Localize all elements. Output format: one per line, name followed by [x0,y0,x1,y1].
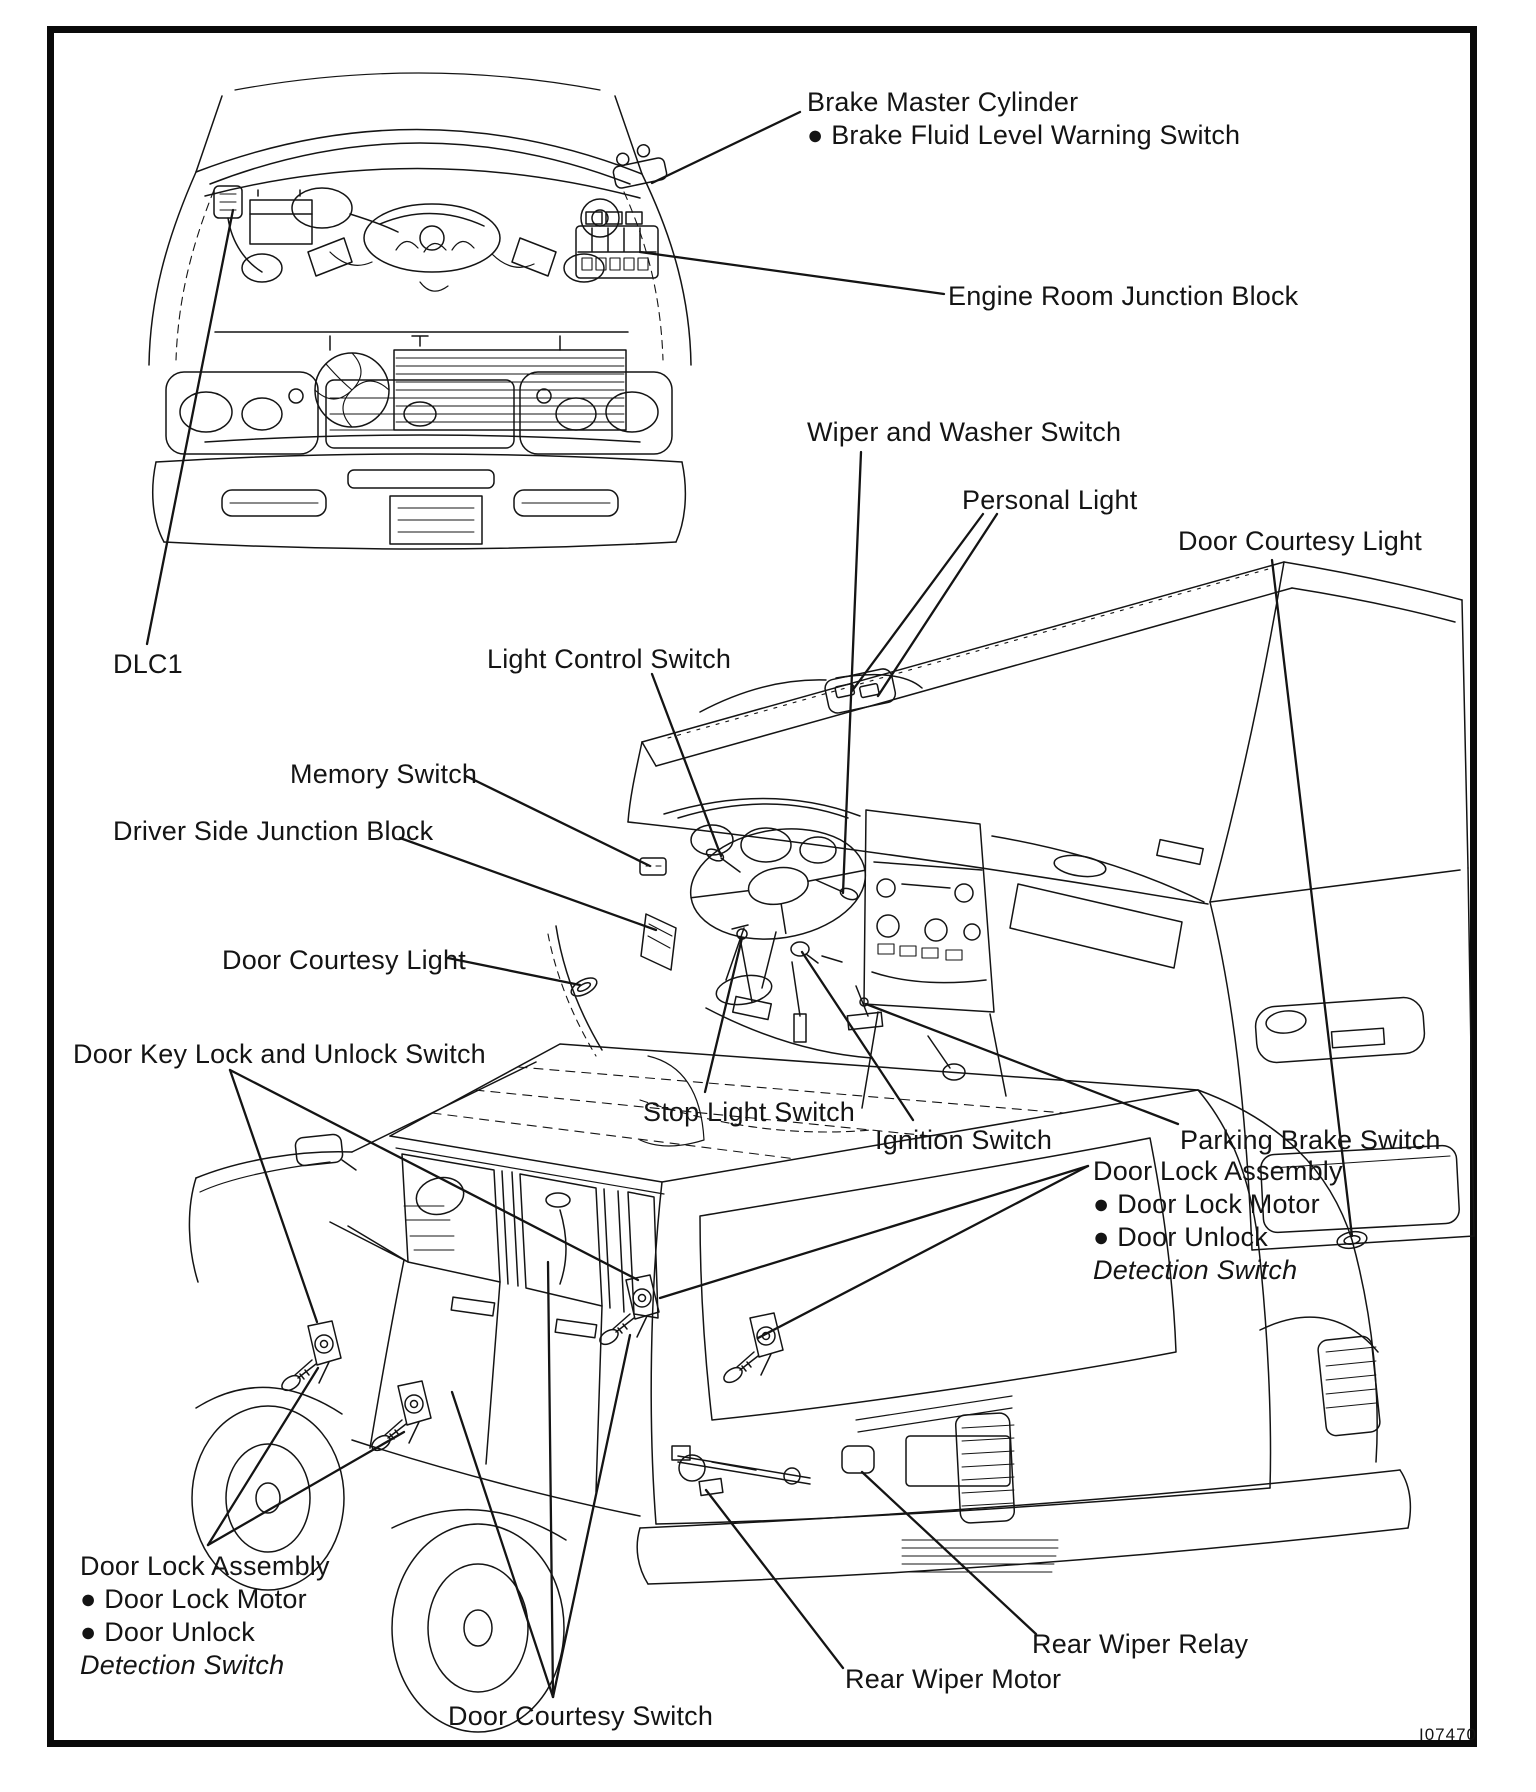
callout-line: Personal Light [962,485,1138,515]
callout-door-key-lock-and-unlock-switch [73,1038,486,1071]
callout-rear-wiper-relay [1032,1628,1248,1661]
callout-line: ● Door Lock Motor [1093,1189,1320,1219]
door-lock-assembly-back-door-1 [597,1275,659,1347]
leader-brake-master-cylinder [652,112,800,183]
leader-rear-wiper-motor [706,1490,843,1668]
rear-bumper [637,1470,1410,1584]
callout-wiper-and-washer-switch [807,416,1121,449]
leader-wiper-washer-switch [843,452,861,893]
leader-door-courtesy-switch-3 [553,1335,630,1697]
taillight-right [1317,1335,1381,1436]
leader-ignition-switch [802,952,913,1120]
leader-door-courtesy-switch-2 [548,1262,553,1697]
callout-parking-brake-switch [1180,1124,1441,1157]
callout-line: Memory Switch [290,759,478,789]
leader-engine-room-junction-block [640,252,944,294]
callout-line: Engine Room Junction Block [948,281,1299,311]
front-bumper [153,454,686,549]
leader-parking-brake-switch [866,1004,1178,1124]
leader-memory-switch [466,776,650,866]
leader-rear-wiper-relay [862,1472,1036,1634]
callout-line: ● Door Lock Motor [80,1584,307,1614]
callout-line: Door Courtesy Light [222,945,466,975]
callout-line: Rear Wiper Relay [1032,1629,1249,1659]
callout-personal-light [962,484,1137,517]
callout-door-courtesy-light-right [1178,525,1422,558]
engine-bay-drawing [149,73,691,549]
leader-door-courtesy-switch-1 [452,1392,553,1697]
driver-side-junction-block-part [641,914,676,970]
callout-line: Door Lock Assembly [80,1551,330,1581]
callout-engine-room-junction-block [948,280,1298,313]
wiper-washer-switch-part [816,880,859,902]
callout-line: Door Courtesy Light [1178,526,1422,556]
callout-light-control-switch [487,643,731,676]
dlc1-connector-part [214,186,262,272]
callout-door-courtesy-switch [448,1700,713,1733]
door-lock-assembly-rear-door [369,1381,431,1453]
door-courtesy-light-left-part [568,974,599,1000]
leader-door-courtesy-light-left [448,958,580,985]
callout-line: Door Courtesy Switch [448,1701,714,1731]
leader-door-lock-left-2 [208,1432,404,1545]
rear-wiper-motor-part [672,1446,810,1495]
light-control-switch-part [705,847,740,872]
rear-wiper-relay-part [842,1446,874,1473]
callout-line: ● Brake Fluid Level Warning Switch [807,120,1241,150]
callout-door-lock-assembly-right [1093,1155,1343,1287]
callout-line: Brake Master Cylinder [807,87,1079,117]
callout-brake-master-cylinder [807,86,1240,152]
callout-line: Parking Brake Switch [1180,1125,1441,1155]
door-lock-assembly-back-door-2 [721,1313,783,1385]
callout-line: Door Lock Assembly [1093,1156,1343,1186]
callout-line: ● Door Unlock [80,1617,255,1647]
callout-line: ● Door Unlock [1093,1222,1268,1252]
leader-personal-light-2 [878,514,997,696]
memory-switch-part [640,858,666,875]
engine-room-junction-block-part [576,212,658,278]
callout-line: Door Key Lock and Unlock Switch [73,1039,486,1069]
leader-lines [147,112,1352,1697]
leader-stop-light-switch [705,938,742,1092]
leader-driver-side-junction-block [400,838,656,930]
callout-line: DLC1 [113,649,183,679]
headlight-right [520,372,672,454]
callout-line: Ignition Switch [875,1125,1053,1155]
callout-line: Rear Wiper Motor [845,1664,1062,1694]
callout-line: Detection Switch [80,1650,285,1680]
callout-door-lock-assembly-left [80,1550,330,1682]
callout-dlc1 [113,648,183,681]
callout-rear-wiper-motor [845,1663,1061,1696]
callout-driver-side-junction-block [113,815,433,848]
callout-door-courtesy-light-left [222,944,466,977]
callout-line: Light Control Switch [487,644,732,674]
ignition-switch-part [791,942,818,963]
parking-brake-switch-part [822,956,883,1030]
callout-memory-switch [290,758,477,791]
callout-stop-light-switch [643,1096,855,1129]
headlight-left [166,372,318,454]
callout-ignition-switch [875,1124,1052,1157]
callout-line: Driver Side Junction Block [113,816,434,846]
callout-line: Detection Switch [1093,1255,1298,1285]
callout-line: Stop Light Switch [643,1097,856,1127]
callout-line: Wiper and Washer Switch [807,417,1122,447]
figure-id: I07470 [1419,1725,1477,1744]
